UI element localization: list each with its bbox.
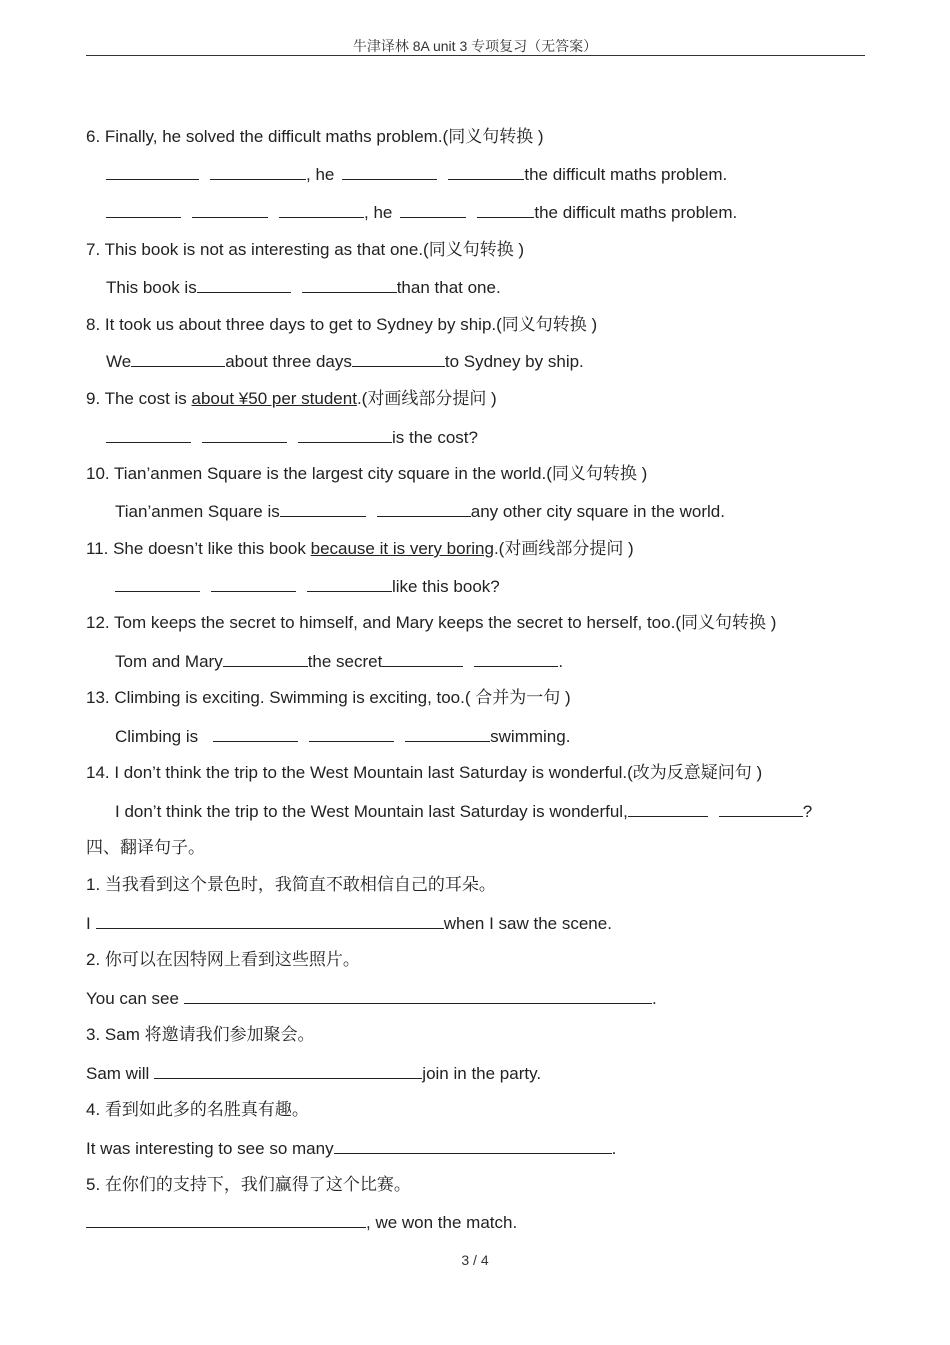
answer-text: than that one. (396, 278, 501, 297)
answer-text: Sam will (86, 1064, 150, 1083)
section-4-title: 四、翻译句子。 (86, 838, 205, 857)
answer-blank[interactable] (211, 576, 296, 592)
answer-text: I (86, 914, 91, 933)
underlined-phrase: because it is very boring (310, 539, 494, 558)
answer-text: , he (306, 165, 335, 184)
answer-blank[interactable] (96, 913, 444, 929)
answer-text: join in the party. (422, 1064, 542, 1083)
answer-text: You can see (86, 989, 179, 1008)
prompt-text: 11. She doesn’t like this book (86, 539, 311, 558)
prompt-text: .(对画线部分提问 ) (493, 539, 634, 558)
answer-text: when I saw the scene. (443, 914, 612, 933)
prompt-text: 9. The cost is (86, 389, 192, 408)
question-10-prompt: 10. Tian’anmen Square is the largest city square in the world.(同义句转换 ) (86, 464, 648, 483)
answer-blank[interactable] (628, 801, 708, 817)
translate-4-answer (86, 1138, 616, 1159)
answer-blank[interactable] (279, 202, 364, 218)
translate-3-chinese: 3. Sam 将邀请我们参加聚会。 (86, 1025, 315, 1044)
answer-text: swimming. (490, 727, 571, 746)
translate-1-answer (86, 913, 612, 934)
answer-blank[interactable] (184, 988, 652, 1004)
prompt-text: .(对画线部分提问 ) (356, 389, 497, 408)
question-14-prompt: 14. I don’t think the trip to the West Mountain last Saturday is wonderful.(改为反意疑问句 ) (86, 763, 763, 782)
answer-blank[interactable] (202, 427, 287, 443)
answer-text: about three days (225, 352, 352, 371)
answer-blank[interactable] (474, 651, 558, 667)
answer-blank[interactable] (719, 801, 803, 817)
answer-text: the secret (307, 652, 383, 671)
question-13-answer (115, 726, 570, 747)
translate-2-chinese: 2. 你可以在因特网上看到这些照片。 (86, 950, 360, 969)
answer-blank[interactable] (448, 164, 524, 180)
answer-blank[interactable] (210, 164, 306, 180)
answer-blank[interactable] (154, 1063, 422, 1079)
answer-text: It was interesting to see so many (86, 1139, 334, 1158)
answer-blank[interactable] (382, 651, 463, 667)
question-8-answer (106, 351, 584, 372)
answer-text: is the cost? (392, 428, 478, 447)
answer-text: . (611, 1139, 617, 1158)
answer-blank[interactable] (309, 726, 394, 742)
answer-blank[interactable] (477, 202, 534, 218)
answer-text: to Sydney by ship. (444, 352, 584, 371)
answer-blank[interactable] (106, 164, 199, 180)
answer-blank[interactable] (213, 726, 298, 742)
answer-text: . (558, 652, 564, 671)
translate-1-chinese: 1. 当我看到这个景色时，我简直不敢相信自己的耳朵。 (86, 875, 496, 894)
question-6-answer-1 (106, 164, 727, 185)
header-rule (86, 55, 865, 56)
answer-text: I don’t think the trip to the West Mountain last Saturday is wonderful, (115, 802, 628, 821)
answer-text: the difficult maths problem. (524, 165, 728, 184)
page-number: 3 / 4 (461, 1252, 489, 1268)
translate-2-answer (86, 988, 657, 1009)
question-6-answer-2 (106, 202, 737, 223)
question-9-prompt (86, 389, 497, 409)
answer-blank[interactable] (377, 501, 471, 517)
answer-blank[interactable] (400, 202, 466, 218)
answer-text: We (106, 352, 132, 371)
answer-text: the difficult maths problem. (534, 203, 738, 222)
question-7-prompt: 7. This book is not as interesting as that one.(同义句转换 ) (86, 240, 525, 259)
answer-text: This book is (106, 278, 197, 297)
answer-text: , we won the match. (366, 1213, 518, 1232)
translate-3-answer (86, 1063, 541, 1084)
answer-blank[interactable] (223, 651, 308, 667)
answer-blank[interactable] (280, 501, 366, 517)
question-9-answer (106, 427, 478, 448)
translate-4-chinese: 4. 看到如此多的名胜真有趣。 (86, 1100, 309, 1119)
answer-blank[interactable] (106, 202, 181, 218)
question-6-prompt: 6. Finally, he solved the difficult maths problem.(同义句转换 ) (86, 127, 544, 146)
answer-blank[interactable] (86, 1212, 366, 1228)
answer-text: Tom and Mary (115, 652, 223, 671)
answer-text: , he (364, 203, 393, 222)
answer-blank[interactable] (298, 427, 392, 443)
answer-text: any other city square in the world. (470, 502, 725, 521)
answer-blank[interactable] (106, 427, 191, 443)
answer-blank[interactable] (131, 351, 225, 367)
answer-blank[interactable] (334, 1138, 612, 1154)
underlined-phrase: about ¥50 per student (191, 389, 357, 408)
question-14-answer (115, 801, 812, 822)
answer-text: . (651, 989, 657, 1008)
question-8-prompt: 8. It took us about three days to get to Sydney by ship.(同义句转换 ) (86, 315, 598, 334)
answer-text: Climbing is (115, 727, 199, 746)
answer-text: Tian’anmen Square is (115, 502, 280, 521)
answer-blank[interactable] (352, 351, 445, 367)
answer-blank[interactable] (307, 576, 392, 592)
translate-5-chinese: 5. 在你们的支持下，我们赢得了这个比赛。 (86, 1175, 411, 1194)
question-7-answer (106, 277, 501, 298)
answer-blank[interactable] (342, 164, 437, 180)
question-11-prompt (86, 539, 634, 559)
question-13-prompt: 13. Climbing is exciting. Swimming is exciting, too.( 合并为一句 ) (86, 688, 571, 707)
question-10-answer (115, 501, 725, 522)
question-11-answer (115, 576, 500, 597)
answer-blank[interactable] (302, 277, 397, 293)
answer-blank[interactable] (115, 576, 200, 592)
translate-5-answer (86, 1212, 517, 1233)
answer-blank[interactable] (405, 726, 490, 742)
question-12-answer (115, 651, 563, 672)
answer-text: like this book? (392, 577, 500, 596)
answer-blank[interactable] (192, 202, 268, 218)
answer-blank[interactable] (197, 277, 291, 293)
answer-text: ? (802, 802, 813, 821)
page-header: 牛津译林 8A unit 3 专项复习（无答案） (352, 38, 598, 54)
question-12-prompt: 12. Tom keeps the secret to himself, and Mary keeps the secret to herself, too.(同义句转换 ) (86, 613, 777, 632)
